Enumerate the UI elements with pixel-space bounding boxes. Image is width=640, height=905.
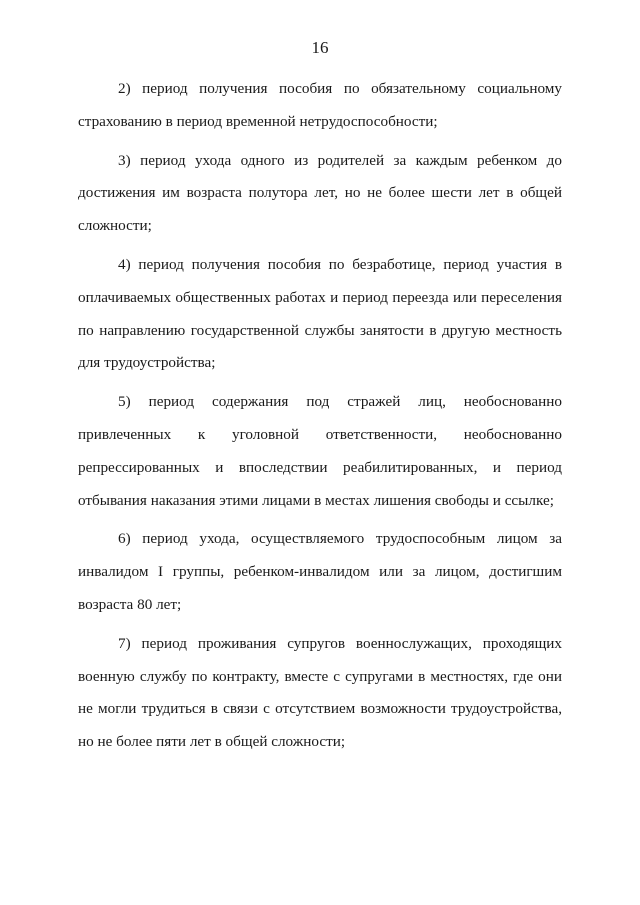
paragraph-item-3: 3) период ухода одного из родителей за каждым ребенком до достижения им возраста полутора лет, но не более шести лет в общей сложности; (78, 151, 562, 235)
paragraph-item-2: 2) период получения пособия по обязательному социальному страхованию в период временной нетрудоспособности; (78, 80, 562, 130)
page-number: 16 (311, 38, 329, 57)
document-body (78, 73, 562, 765)
paragraph-item-7: 7) период проживания супругов военнослужащих, проходящих военную службу по контракту, вместе с супругами в местностях, где они не могли трудиться в связи с отсутствием возможности трудоустройства, но не более пяти лет в общей сложности; (78, 634, 562, 751)
paragraph-item-6: 6) период ухода, осуществляемого трудоспособным лицом за инвалидом I группы, ребенком-инвалидом или за лицом, достигшим возраста 80 лет; (78, 530, 562, 613)
paragraph-item-5: 5) период содержания под стражей лиц, необоснованно привлеченных к уголовной ответственности, необоснованно репрессированных и впоследствии реабилитированных, и период отбывания наказания этими лицами в местах лишения свободы и ссылке; (78, 393, 562, 509)
paragraph-item-4: 4) период получения пособия по безработице, период участия в оплачиваемых общественных работах и период переезда или переселения по направлению государственной службы занятости в другую местность для трудоустройства; (78, 255, 562, 372)
